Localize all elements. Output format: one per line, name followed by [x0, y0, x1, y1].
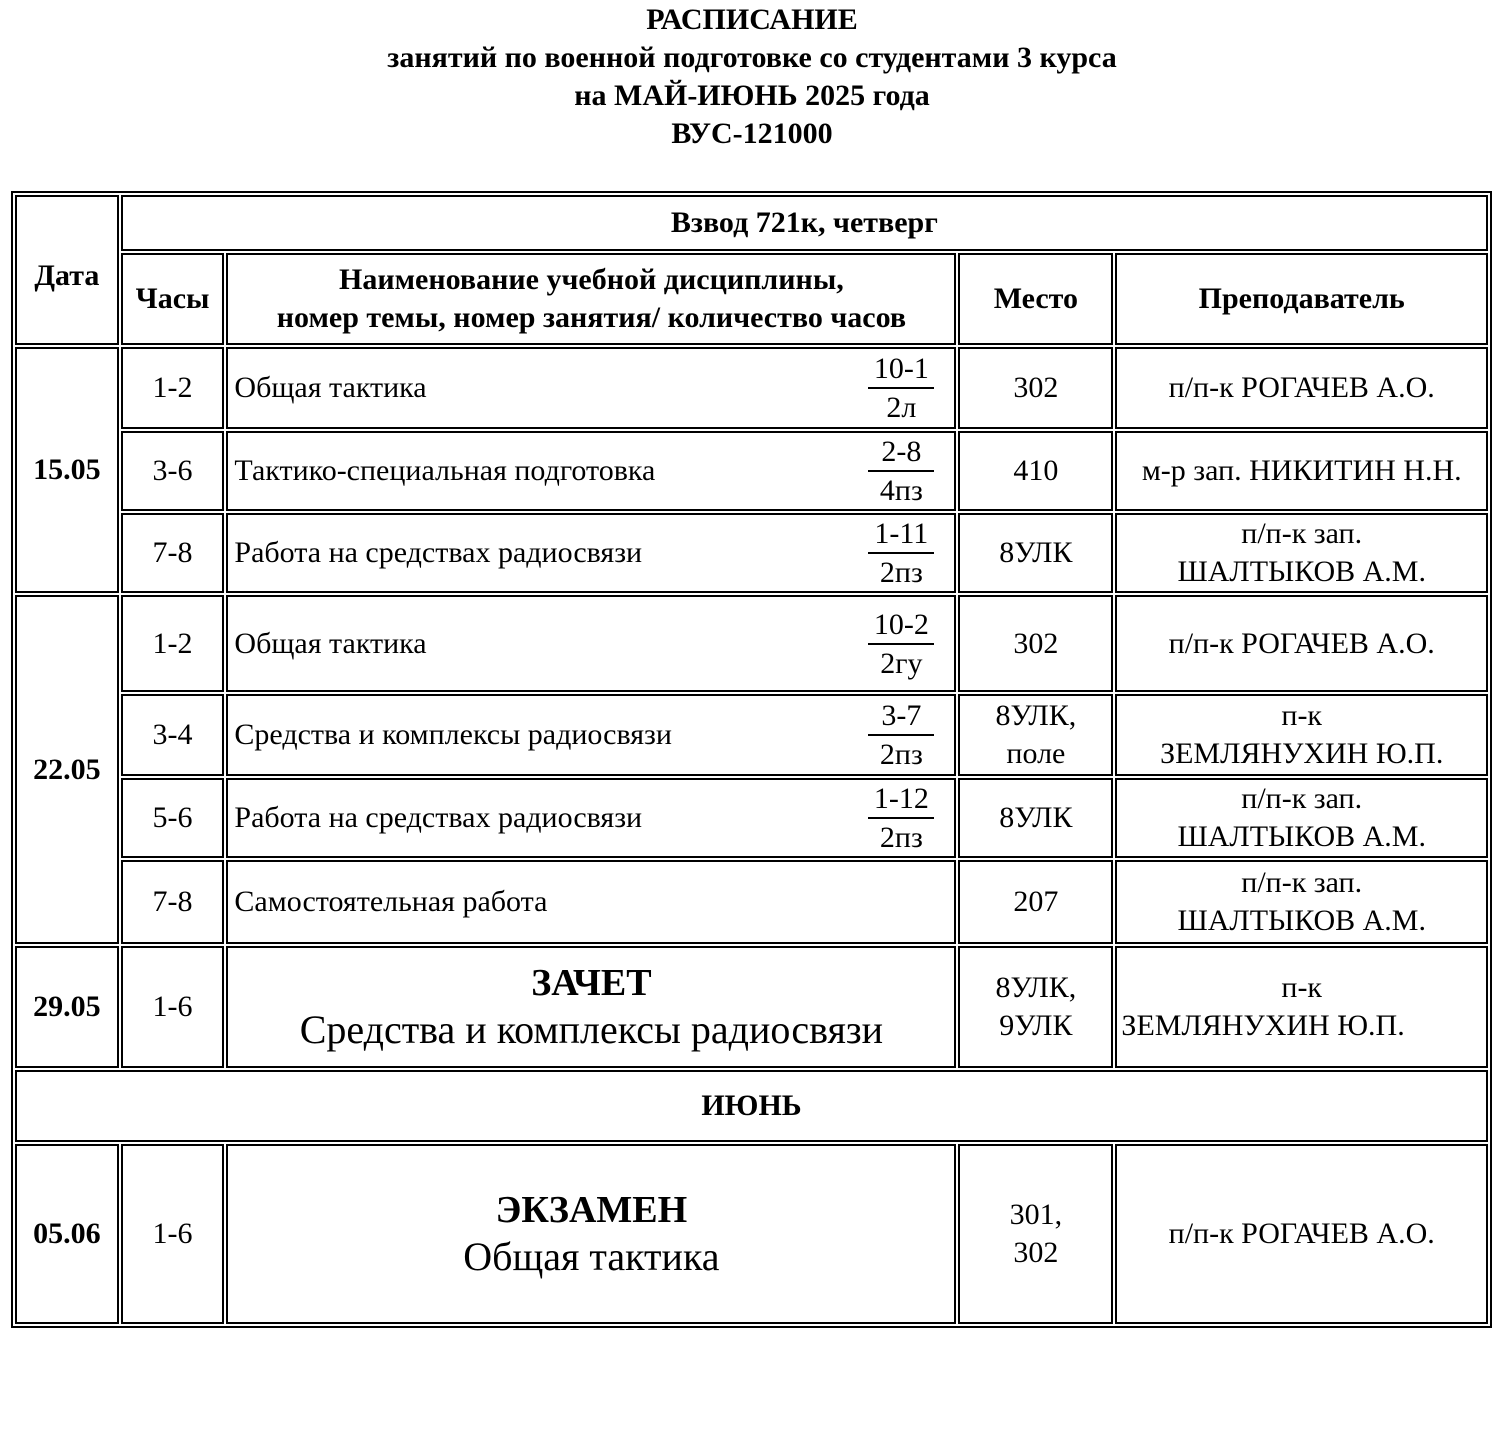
teacher-cell: п/п-к РОГАЧЕВ А.О.: [1115, 347, 1488, 429]
teacher-cell: п/п-к РОГАЧЕВ А.О.: [1115, 595, 1488, 692]
place-cell: 8УЛК: [958, 513, 1113, 593]
subject-cell: [226, 860, 956, 944]
lesson-hours: 2пз: [879, 556, 923, 589]
exam-subject-cell: [226, 1144, 956, 1324]
lesson-hours: 2пз: [879, 738, 923, 771]
month-row: [15, 1070, 1488, 1142]
lesson-number: 1-11: [868, 515, 934, 554]
hours-cell: 5-6: [121, 778, 225, 858]
subject-name: Тактико-специальная подготовка: [234, 454, 656, 487]
subject-cell: [226, 778, 956, 858]
teacher-name: ЗЕМЛЯНУХИН Ю.П.: [1121, 1009, 1405, 1042]
lesson-number: 1-12: [868, 780, 934, 819]
subject-name: Работа на средствах радиосвязи: [234, 536, 643, 569]
lesson-fraction: [868, 515, 934, 591]
place-cell: 207: [958, 860, 1113, 944]
date-cell: 29.05: [15, 946, 119, 1068]
lesson-number: 10-2: [868, 606, 934, 645]
lesson-fraction: [868, 433, 934, 509]
date-cell: 05.06: [15, 1144, 119, 1324]
header-group: Взвод 721к, четверг: [121, 195, 1488, 251]
place-line1: 8УЛК,: [995, 971, 1077, 1004]
teacher-cell: м-р зап. НИКИТИН Н.Н.: [1115, 431, 1488, 511]
table-subheader-row: [15, 253, 1488, 345]
hours-cell: 1-6: [121, 946, 225, 1068]
place-cell: 302: [958, 347, 1113, 429]
table-row: [15, 513, 1488, 593]
lesson-hours: 2гу: [880, 646, 923, 680]
credit-title: ЗАЧЕТ: [531, 962, 652, 1004]
hours-cell: 7-8: [121, 513, 225, 593]
table-row: [15, 347, 1488, 429]
header-teacher: Преподаватель: [1115, 253, 1488, 345]
lesson-fraction: [868, 606, 934, 682]
place-cell: [958, 946, 1113, 1068]
date-cell: 15.05: [15, 347, 119, 593]
table-header-row: [15, 195, 1488, 251]
hours-cell: 3-4: [121, 694, 225, 776]
subject-cell: [226, 595, 956, 692]
teacher-cell: п/п-к РОГАЧЕВ А.О.: [1115, 1144, 1488, 1324]
doc-subtitle: занятий по военной подготовке со студентами 3 курса: [387, 41, 1117, 74]
teacher-rank: п/п-к зап.: [1241, 782, 1363, 815]
teacher-rank: п-к: [1281, 971, 1323, 1004]
doc-period: на МАЙ-ИЮНЬ 2025 года: [574, 79, 930, 112]
place-cell: 8УЛК: [958, 778, 1113, 858]
place-line1: 301,: [1009, 1198, 1063, 1231]
teacher-rank: п/п-к зап.: [1241, 866, 1363, 899]
hours-cell: 1-6: [121, 1144, 225, 1324]
lesson-number: 2-8: [868, 433, 934, 472]
teacher-rank: п-к: [1281, 699, 1323, 732]
place-cell: 410: [958, 431, 1113, 511]
lesson-fraction: [868, 780, 934, 856]
exam-subject: Общая тактика: [463, 1234, 720, 1279]
lesson-number: 3-7: [868, 697, 934, 736]
place-line2: 302: [1013, 1236, 1059, 1269]
teacher-name: ШАЛТЫКОВ А.М.: [1177, 555, 1426, 588]
lesson-hours: 4пз: [879, 474, 923, 507]
subject-name: Самостоятельная работа: [234, 885, 548, 918]
exam-title: ЭКЗАМЕН: [495, 1189, 688, 1231]
place-cell: 302: [958, 595, 1113, 692]
header-hours: Часы: [121, 253, 225, 345]
teacher-name: ШАЛТЫКОВ А.М.: [1177, 820, 1426, 853]
lesson-hours: 2л: [886, 391, 917, 424]
teacher-name: ШАЛТЫКОВ А.М.: [1177, 904, 1426, 937]
teacher-cell: [1115, 513, 1488, 593]
table-row: [15, 778, 1488, 858]
header-place: Место: [958, 253, 1113, 345]
teacher-rank: п/п-к зап.: [1241, 517, 1363, 550]
hours-cell: 1-2: [121, 347, 225, 429]
place-cell: [958, 1144, 1113, 1324]
hours-cell: 3-6: [121, 431, 225, 511]
place-line2: 9УЛК: [999, 1009, 1073, 1042]
teacher-cell: [1115, 860, 1488, 944]
subject-name: Общая тактика: [234, 626, 427, 660]
subject-cell: [226, 347, 956, 429]
credit-subject: Средства и комплексы радиосвязи: [299, 1007, 884, 1052]
place-line2: поле: [1006, 737, 1066, 770]
subject-name: Общая тактика: [234, 371, 427, 404]
table-row: [15, 595, 1488, 692]
credit-subject-cell: [226, 946, 956, 1068]
subject-name: Работа на средствах радиосвязи: [234, 801, 643, 834]
header-date: Дата: [15, 195, 119, 345]
doc-vus: ВУС-121000: [671, 117, 833, 150]
schedule-table: [11, 191, 1492, 1328]
subject-cell: [226, 431, 956, 511]
subject-name: Средства и комплексы радиосвязи: [234, 718, 672, 751]
lesson-fraction: [868, 350, 934, 426]
hours-cell: 7-8: [121, 860, 225, 944]
header-subject-line2: номер темы, номер занятия/ количество часов: [276, 301, 907, 334]
place-cell: [958, 694, 1113, 776]
header-subject: [226, 253, 956, 345]
header-subject-line1: Наименование учебной дисциплины,: [339, 263, 844, 296]
table-row: [15, 860, 1488, 944]
credit-row: [15, 946, 1488, 1068]
doc-title: РАСПИСАНИЕ: [646, 3, 858, 36]
hours-cell: 1-2: [121, 595, 225, 692]
exam-row: [15, 1144, 1488, 1324]
lesson-number: 10-1: [868, 350, 934, 389]
month-label: ИЮНЬ: [15, 1070, 1488, 1142]
subject-cell: [226, 694, 956, 776]
lesson-hours: 2пз: [879, 821, 923, 854]
teacher-name: ЗЕМЛЯНУХИН Ю.П.: [1160, 737, 1444, 770]
subject-cell: [226, 513, 956, 593]
lesson-fraction: [868, 697, 934, 773]
date-cell: 22.05: [15, 595, 119, 944]
teacher-cell: [1115, 946, 1488, 1068]
place-line1: 8УЛК,: [995, 699, 1077, 732]
teacher-cell: [1115, 694, 1488, 776]
table-row: [15, 694, 1488, 776]
teacher-cell: [1115, 778, 1488, 858]
table-row: [15, 431, 1488, 511]
